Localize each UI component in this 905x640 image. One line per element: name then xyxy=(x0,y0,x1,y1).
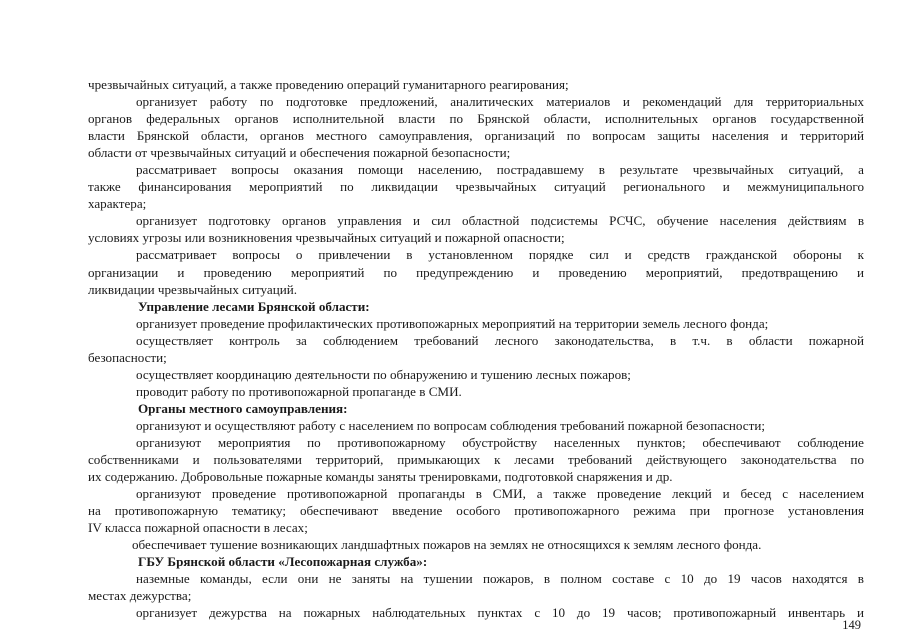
text-line: организует проведение профилактических противопожарных мероприятий на территории земель лесного фонда; xyxy=(136,315,769,331)
text-line: характера; xyxy=(88,196,147,212)
text-line: организуют проведение противопожарной пропаганды в СМИ, а также проведение лекций и бесед с населением xyxy=(136,486,864,502)
text-line: организации и проведению мероприятий по предупреждению и проведению мероприятий, предотвращению и xyxy=(88,264,864,280)
section-heading: ГБУ Брянской области «Лесопожарная служба»: xyxy=(138,554,428,570)
text-line: рассматривает вопросы о привлечении в установленном порядке сил и средств гражданской обороны к xyxy=(136,247,864,263)
text-line: области от чрезвычайных ситуаций и обеспечения пожарной безопасности; xyxy=(88,145,511,161)
document-page xyxy=(88,76,864,622)
text-line: проводит работу по противопожарной пропаганде в СМИ. xyxy=(136,383,462,399)
text-line: безопасности; xyxy=(88,349,167,365)
text-line: власти Брянской области, органов местного самоуправления, организаций по вопросам защиты населения и территорий xyxy=(88,128,864,144)
text-line: осуществляет координацию деятельности по обнаружению и тушению лесных пожаров; xyxy=(136,366,631,382)
text-line: IV класса пожарной опасности в лесах; xyxy=(88,520,308,536)
text-line: чрезвычайных ситуаций, а также проведению операций гуманитарного реагирования; xyxy=(88,77,569,92)
text-line: наземные команды, если они не заняты на тушении пожаров, в полном составе с 10 до 19 часов находятся в xyxy=(136,571,864,587)
text-line: организуют и осуществляют работу с населением по вопросам соблюдения требований пожарной безопасности; xyxy=(136,417,765,433)
text-line: на противопожарную тематику; обеспечивают введение особого противопожарного режима при прогнозе установления xyxy=(88,503,864,519)
text-line: организует работу по подготовке предложений, аналитических материалов и рекомендаций для территориальных xyxy=(136,94,864,110)
section-heading: Управление лесами Брянской области: xyxy=(138,298,370,314)
text-line: рассматривает вопросы оказания помощи населению, пострадавшему в результате чрезвычайных ситуаций, а xyxy=(136,162,864,178)
text-line: условиях угрозы или возникновения чрезвычайных ситуаций и пожарной опасности; xyxy=(88,230,565,246)
text-line: местах дежурства; xyxy=(88,588,192,604)
section-heading: Органы местного самоуправления: xyxy=(138,400,348,416)
text-line: ликвидации чрезвычайных ситуаций. xyxy=(88,281,297,297)
text-line: собственниками и пользователями территорий, примыкающих к лесами требований действующего законодательства по xyxy=(88,452,864,468)
page-number: 149 xyxy=(842,618,861,632)
text-line: организует подготовку органов управления и сил областной подсистемы РСЧС, обучение населения действиям в xyxy=(136,213,864,229)
text-line: осуществляет контроль за соблюдением требований лесного законодательства, в т.ч. в области пожарной xyxy=(136,332,864,348)
text-line: их содержанию. Добровольные пожарные команды заняты тренировками, подготовкой снаряжения и др. xyxy=(88,469,673,485)
text-line: организуют мероприятия по противопожарному обустройству населенных пунктов; обеспечивают соблюдение xyxy=(136,434,864,450)
text-line: органов федеральных органов исполнительной власти по Брянской области, исполнительных органов государственной xyxy=(88,111,864,127)
text-line: обеспечивает тушение возникающих ландшафтных пожаров на землях не относящихся к землям лесного фонда. xyxy=(132,537,762,553)
text-line: организует дежурства на пожарных наблюдательных пунктах с 10 до 19 часов; противопожарный инвентарь и xyxy=(136,605,864,621)
text-line: также финансирования мероприятий по ликвидации чрезвычайных ситуаций регионального и межмуниципального xyxy=(88,179,864,195)
